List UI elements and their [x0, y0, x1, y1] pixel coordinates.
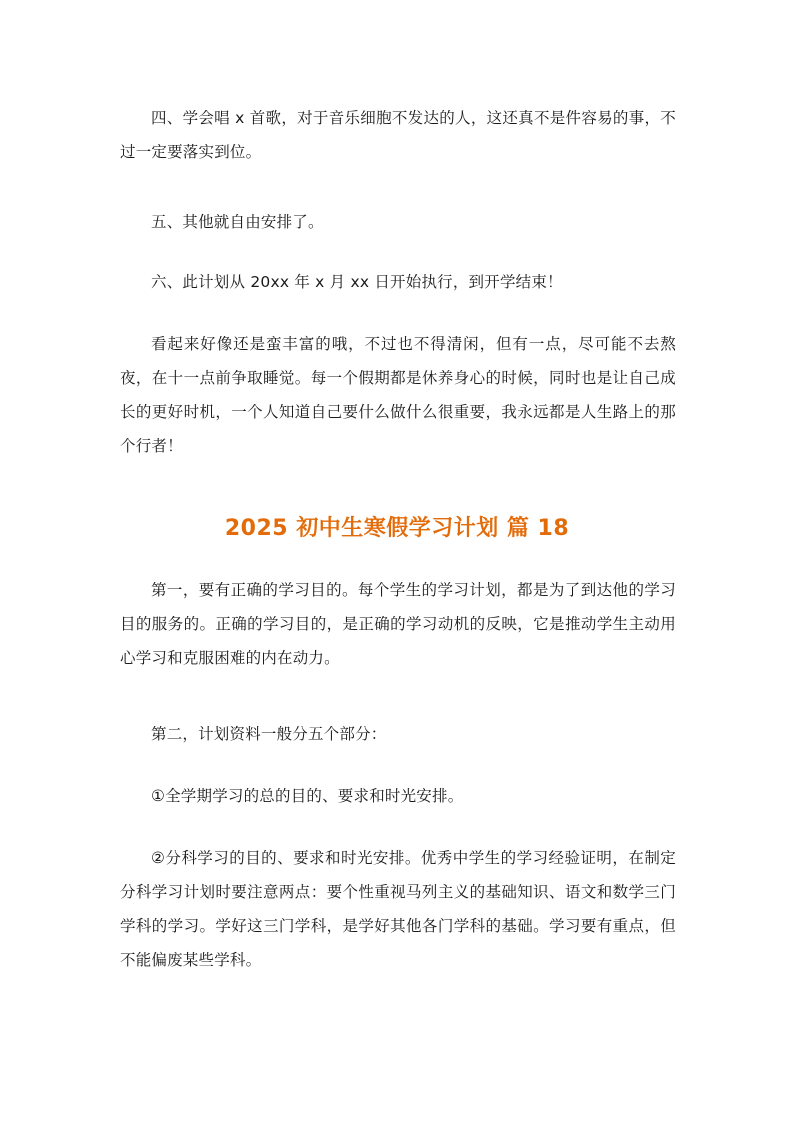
paragraph-four: 四、学会唱 x 首歌，对于音乐细胞不发达的人，这还真不是件容易的事，不过一定要落实到位。 [120, 109, 676, 161]
paragraph-five: 五、其他就自由安排了。 [151, 213, 324, 231]
paragraph-closing: 看起来好像还是蛮丰富的哦，不过也不得清闲，但有一点，尽可能不去熬夜，在十一点前争取睡觉。每一个假期都是休养身心的时候，同时也是让自己成长的更好时机，一个人知道自己要什么做什么很重要，我永远都是人生路上的那个行者！ [120, 335, 676, 455]
paragraph-item-one: ①全学期学习的总的目的、要求和时光安排。 [151, 787, 464, 805]
section-heading: 2025 初中生寒假学习计划 篇 18 [224, 516, 570, 541]
paragraph-first: 第一，要有正确的学习目的。每个学生的学习计划，都是为了到达他的学习目的服务的。正确的学习目的，是正确的学习动机的反映，它是推动学生主动用心学习和克服困难的内在动力。 [120, 581, 676, 667]
paragraph-item-two: ②分科学习的目的、要求和时光安排。优秀中学生的学习经验证明，在制定分科学习计划时要注意两点：要个性重视马列主义的基础知识、语文和数学三门学科的学习。学好这三门学科，是学好其他各门学科的基础。学习要有重点，但不能偏废某些学科。 [120, 849, 676, 969]
paragraph-six: 六、此计划从 20xx 年 x 月 xx 日开始执行，到开学结束！ [151, 273, 563, 291]
paragraph-second: 第二，计划资料一般分五个部分： [151, 725, 387, 743]
